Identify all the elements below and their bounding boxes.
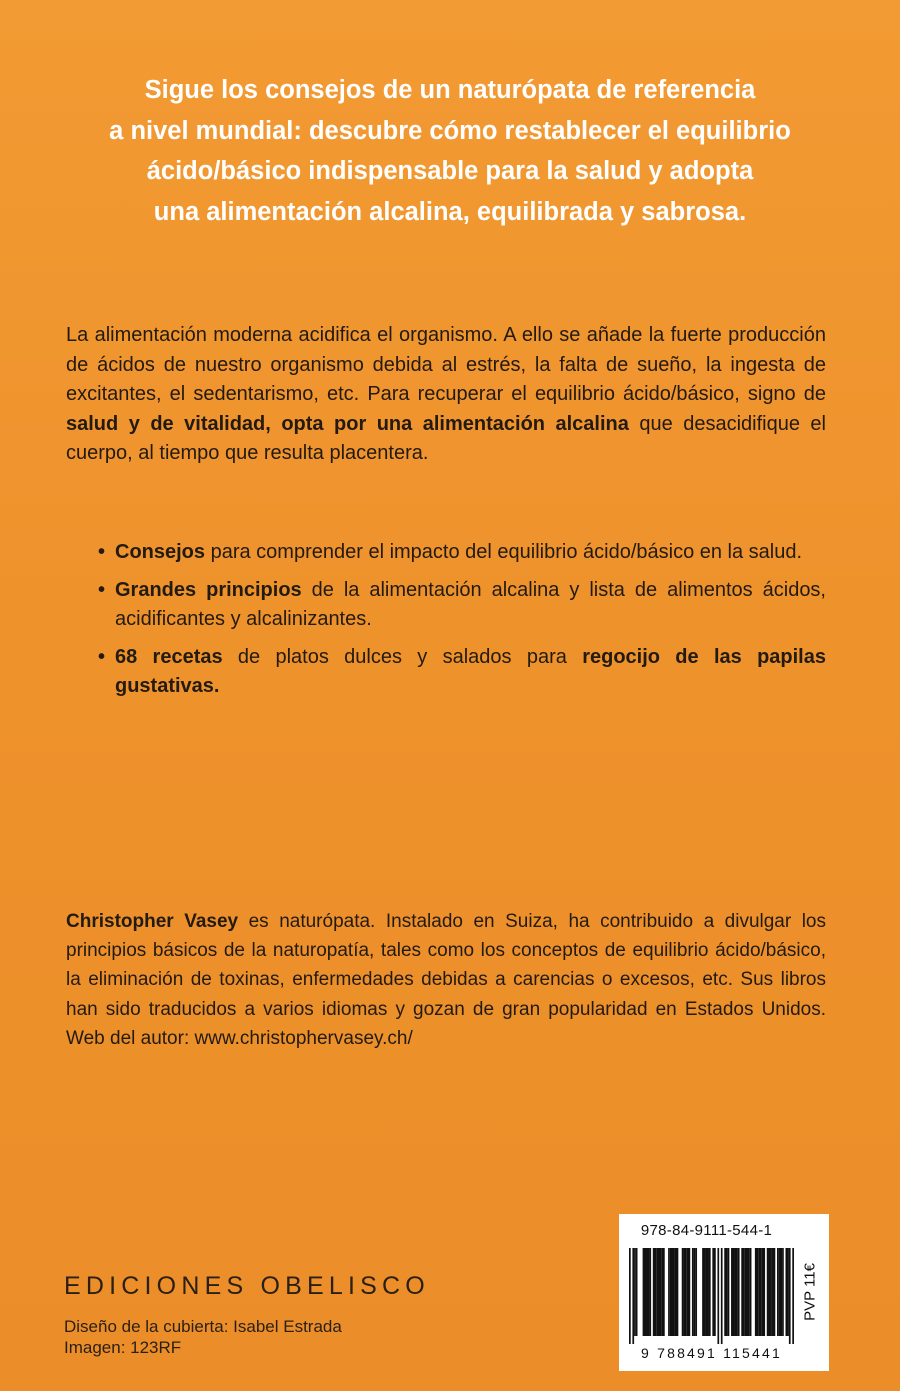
bullet-icon: • <box>98 541 106 563</box>
intro-text: que desacidifique el cuerpo, al tiempo que resulta placentera. <box>66 412 827 464</box>
author-bio-text: es naturópata. Instalado en Suiza, ha contribuido a divulgar los principios básicos de la naturopatía, tales como los conceptos de equilibrio ácido/básico, la eliminación de toxinas, enfermedades debidas a carencias o excesos, etc. Sus libros han sido traducidos a varios idiomas y gozan de gran popularidad en Estados Unidos. Web del autor: www.christophervasey.ch/ <box>66 911 826 1049</box>
barcode-bar <box>789 1248 791 1344</box>
list-item <box>98 643 826 702</box>
barcode-bar <box>734 1248 737 1336</box>
barcode-bar <box>709 1248 711 1336</box>
design-credit: Diseño de la cubierta: Isabel Estrada <box>64 1317 342 1336</box>
intro-text: La alimentación moderna acidifica el organismo. A ello se añade la fuerte producción de ácidos de nuestro organismo debida al estrés, la falta de sueño, la ingesta de excitantes, el sedentarismo, etc. Para recuperar el equilibrio ácido/básico, signo de <box>66 324 826 405</box>
barcode-bar <box>712 1248 715 1336</box>
list-item-text: para comprender el impacto del equilibrio ácido/básico en la salud. <box>205 541 803 563</box>
barcode-bar <box>643 1248 646 1336</box>
barcode-box <box>619 1214 829 1371</box>
tagline-line: Sigue los consejos de un naturópata de referencia <box>144 76 756 104</box>
list-item-text: de platos dulces y salados para <box>222 645 583 668</box>
list-item-bold: 68 recetas <box>115 645 223 668</box>
barcode-bar <box>741 1248 744 1336</box>
barcode-bar <box>692 1248 694 1336</box>
barcode-bar <box>777 1248 779 1336</box>
bullet-icon: • <box>98 578 106 601</box>
barcode-icon <box>629 1248 794 1344</box>
barcode-bar <box>695 1248 697 1336</box>
price-label <box>795 1222 825 1362</box>
intro-paragraph <box>66 321 826 469</box>
barcode-bar <box>731 1248 734 1336</box>
barcode-bar <box>706 1248 709 1336</box>
tagline-line: una alimentación alcalina, equilibrada y sabrosa. <box>153 197 747 226</box>
list-item <box>98 576 826 635</box>
barcode-bar <box>653 1248 656 1336</box>
barcode-bar <box>661 1248 664 1336</box>
author-bio <box>66 907 826 1053</box>
barcode-bar <box>738 1248 740 1336</box>
bullet-icon: • <box>98 645 106 668</box>
barcode-bar <box>694 1248 696 1336</box>
list-item-text: de la alimentación alcalina y lista de alimentos ácidos, acidificantes y alcalinizantes. <box>115 578 826 630</box>
barcode-bar <box>721 1248 723 1344</box>
tagline <box>80 70 820 232</box>
tagline-line: a nivel mundial: descubre cómo restablecer el equilibrio <box>109 116 791 145</box>
barcode-bar <box>792 1248 794 1344</box>
publisher-name: EDICIONES OBELISCO <box>64 1272 430 1300</box>
list-item-bold: regocijo de las papilas gustativas. <box>115 645 826 697</box>
barcode-bar <box>758 1248 761 1336</box>
feature-list <box>98 538 826 710</box>
list-item-bold: Grandes principios <box>115 578 302 601</box>
ean-digits: 9 788491 115441 <box>641 1345 782 1361</box>
list-item <box>98 538 826 568</box>
barcode-bar <box>724 1248 727 1336</box>
barcode-bar <box>762 1248 765 1336</box>
barcode-bar <box>629 1248 631 1344</box>
barcode-bar <box>687 1248 690 1336</box>
barcode-bar <box>682 1248 684 1336</box>
barcode-bar <box>670 1248 675 1336</box>
barcode-bar <box>750 1248 752 1336</box>
barcode-bar <box>745 1248 750 1336</box>
barcode-bar <box>785 1248 788 1336</box>
barcode-bar <box>772 1248 775 1336</box>
list-item-bold: Consejos <box>115 541 206 563</box>
barcode-bar <box>782 1248 784 1336</box>
author-name: Christopher Vasey <box>66 911 239 932</box>
image-credit: Imagen: 123RF <box>64 1338 182 1357</box>
barcode-bar <box>668 1248 670 1336</box>
barcode-bar <box>634 1248 636 1336</box>
barcode-bar <box>767 1248 769 1336</box>
tagline-line: ácido/básico indispensable para la salud y adopta <box>146 157 754 185</box>
barcode-bar <box>728 1248 730 1336</box>
barcode-bar <box>649 1248 651 1336</box>
isbn-number: 978-84-9111-544-1 <box>640 1222 773 1239</box>
barcode-bar <box>755 1248 758 1336</box>
credits <box>64 1316 342 1358</box>
barcode-bar <box>768 1248 771 1336</box>
barcode-bar <box>702 1248 705 1336</box>
barcode-bar <box>717 1248 719 1344</box>
price-text: PVP 11€ <box>801 1263 819 1321</box>
barcode-bar <box>646 1248 649 1336</box>
intro-bold-text: salud y de vitalidad, opta por una alimentación alcalina <box>66 412 629 435</box>
barcode-bar <box>683 1248 686 1336</box>
barcode-bar <box>779 1248 782 1336</box>
barcode-bar <box>636 1248 638 1336</box>
barcode-bar <box>675 1248 678 1336</box>
barcode-bar <box>632 1248 634 1344</box>
barcode-bar <box>656 1248 661 1336</box>
